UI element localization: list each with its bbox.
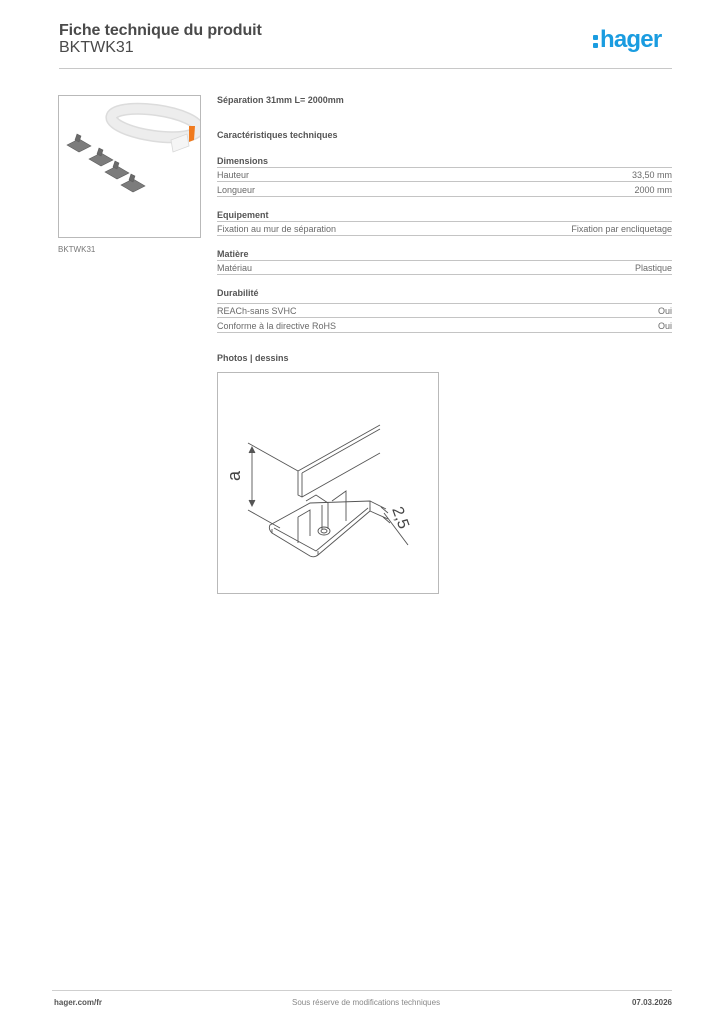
product-photo bbox=[58, 95, 201, 238]
spec-row-longueur bbox=[217, 183, 672, 197]
hager-logo bbox=[593, 26, 661, 54]
spec-value: 33,50 mm bbox=[631, 169, 672, 180]
product-name: Séparation 31mm L= 2000mm bbox=[217, 95, 344, 105]
group-title-equipement: Equipement bbox=[217, 210, 269, 220]
product-photo-icon bbox=[59, 96, 200, 237]
logo-colon-icon bbox=[593, 29, 599, 49]
dimension-drawing-icon bbox=[218, 373, 438, 593]
spec-row-reach bbox=[217, 304, 672, 318]
spec-label: Hauteur bbox=[217, 169, 250, 180]
dimension-thickness-label: 2,5 bbox=[388, 504, 412, 532]
logo-text: hager bbox=[600, 26, 662, 53]
footer-website-link[interactable]: hager.com/fr bbox=[54, 998, 103, 1007]
spec-row-fixation bbox=[217, 222, 672, 236]
group-title-matiere: Matière bbox=[217, 249, 249, 259]
page-title: Fiche technique du produit bbox=[59, 22, 262, 39]
spec-row-hauteur bbox=[217, 168, 672, 182]
product-reference: BKTWK31 bbox=[59, 39, 134, 56]
footer-disclaimer: Sous réserve de modifications techniques bbox=[292, 998, 441, 1007]
product-photo-caption: BKTWK31 bbox=[58, 245, 96, 254]
group-title-dimensions: Dimensions bbox=[217, 156, 269, 166]
spec-value: 2000 mm bbox=[634, 184, 672, 195]
spec-label: Matériau bbox=[217, 262, 253, 273]
drawings-section-title: Photos | dessins bbox=[217, 353, 289, 363]
header-divider bbox=[59, 68, 672, 69]
spec-value: Plastique bbox=[634, 262, 672, 273]
spec-label: Fixation au mur de séparation bbox=[217, 223, 337, 234]
spec-label: Longueur bbox=[217, 184, 256, 195]
spec-label: Conforme à la directive RoHS bbox=[217, 320, 337, 331]
spec-value: Fixation par encliquetage bbox=[571, 223, 672, 234]
group-title-durabilite: Durabilité bbox=[217, 288, 259, 298]
specs-section-title: Caractéristiques techniques bbox=[217, 130, 338, 140]
dimension-a-label: a bbox=[224, 470, 244, 481]
spec-value: Oui bbox=[657, 320, 672, 331]
footer-date: 07.03.2026 bbox=[631, 998, 672, 1007]
spec-value: Oui bbox=[657, 305, 672, 316]
technical-drawing bbox=[217, 372, 439, 594]
spec-row-materiau bbox=[217, 261, 672, 275]
spec-label: REACh-sans SVHC bbox=[217, 305, 297, 316]
spec-row-rohs bbox=[217, 319, 672, 333]
footer-divider bbox=[52, 990, 672, 991]
